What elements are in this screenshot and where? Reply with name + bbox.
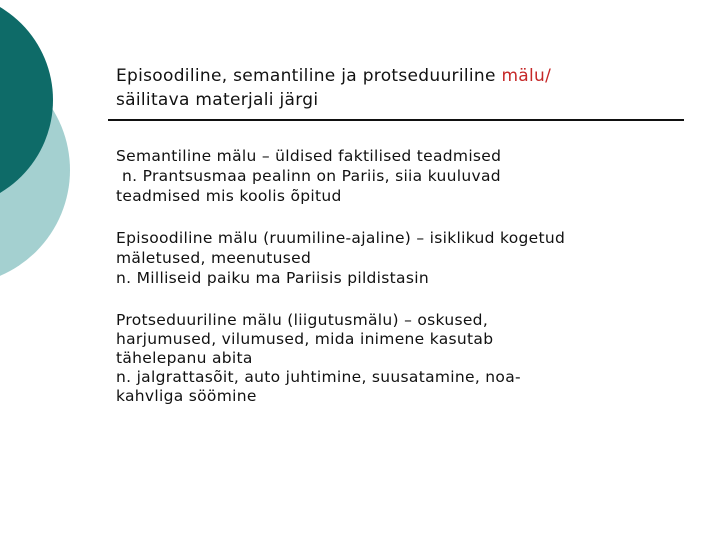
example-line: n. jalgrattasõit, auto juhtimine, suusatamine, noa-	[116, 368, 521, 386]
block-heading-continued: mäletused, meenutused	[116, 249, 312, 267]
block-heading: Protseduuriline mälu (liigutusmälu) – oskused,	[116, 311, 489, 329]
episodic-memory-block	[116, 228, 696, 288]
example-line: n. Milliseid paiku ma Pariisis pildistasin	[116, 269, 429, 287]
title-divider	[108, 119, 684, 121]
title-text: Episoodiline, semantiline ja protseduuriline	[116, 66, 502, 86]
title-line-2: säilitava materjali järgi	[116, 90, 319, 110]
slide-title	[116, 64, 551, 112]
procedural-memory-block	[116, 310, 696, 406]
slide-body	[116, 146, 696, 428]
title-line-1	[116, 64, 551, 88]
block-heading: Episoodiline mälu (ruumiline-ajaline) – isiklikud kogetud	[116, 229, 566, 247]
example-line: kahvliga söömine	[116, 387, 257, 405]
title-accent: mälu/	[501, 66, 552, 86]
block-heading-continued: tähelepanu abita	[116, 349, 253, 367]
decorative-circles	[0, 0, 80, 300]
block-heading-continued: harjumused, vilumused, mida inimene kasutab	[116, 330, 494, 348]
block-heading: Semantiline mälu – üldised faktilised teadmised	[116, 147, 502, 165]
example-line: teadmised mis koolis õpitud	[116, 187, 342, 205]
semantic-memory-block	[116, 146, 696, 206]
example-line: n. Prantsusmaa pealinn on Pariis, siia kuuluvad	[122, 167, 501, 185]
